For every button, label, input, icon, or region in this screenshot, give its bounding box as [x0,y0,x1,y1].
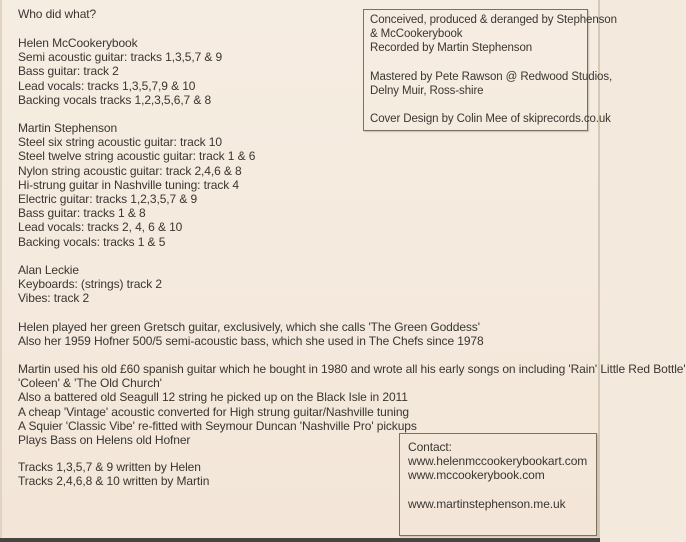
credit-line: Recorded by Martin Stephenson [370,42,533,55]
heading: Who did what? [18,7,97,21]
helen-role: Backing vocals tracks 1,2,3,5,6,7 & 8 [18,92,212,107]
martin-note: 'Coleen' & 'The Old Church' [18,376,162,391]
spacer [370,56,587,70]
martin-role: Electric guitar: tracks 1,2,3,5,7 & 9 [18,191,198,206]
martin-note: A cheap 'Vintage' acoustic converted for High strung guitar/Nashville tuning [18,404,409,419]
mastering-line: Delny Muir, Ross-shire [370,84,484,97]
martin-role: Hi-strung guitar in Nashville tuning: track 4 [18,177,239,192]
writing-credit: Tracks 2,4,6,8 & 10 written by Martin [18,474,210,489]
helen-role: Semi acoustic guitar: tracks 1,3,5,7 & 9 [18,50,223,65]
helen-notes [18,320,484,348]
spacer [370,98,587,112]
contact-link[interactable]: www.mccookerybook.com [408,468,545,483]
martin-role: Steel six string acoustic guitar: track 10 [18,135,222,150]
helen-role: Lead vocals: tracks 1,3,5,7,9 & 10 [18,78,196,93]
writing-credit: Tracks 1,3,5,7 & 9 written by Helen [18,460,201,474]
martin-name: Martin Stephenson [18,121,118,135]
contact-box [399,433,597,536]
helen-role: Bass guitar: track 2 [18,64,119,79]
spacer [408,483,596,497]
martin-role: Nylon string acoustic guitar: track 2,4,6 & 8 [18,163,242,178]
contact-link[interactable]: www.helenmccookerybookart.com [408,454,588,469]
martin-role: Lead vocals: tracks 2, 4, 6 & 10 [18,220,183,235]
writing-credits [18,460,209,488]
martin-note: Plays Bass on Helens old Hofner [18,432,191,447]
contact-link-martin[interactable]: www.martinstephenson.me.uk [408,496,566,511]
credit-line: & McCookerybook [370,28,463,41]
helen-section [18,36,222,107]
alan-name: Alan Leckie [18,263,79,277]
production-credits-box [363,9,617,131]
page-left-edge [0,0,2,538]
contact-label: Contact: [408,440,452,454]
alan-role: Keyboards: (strings) track 2 [18,277,162,292]
helen-note: Helen played her green Gretsch guitar, exclusively, which she calls 'The Green Goddess' [18,320,480,334]
martin-role: Bass guitar: tracks 1 & 8 [18,206,146,221]
credit-line: Conceived, produced & deranged by Stephenson [370,14,617,26]
martin-note: A Squier 'Classic Vibe' re-fitted with Seymour Duncan 'Nashville Pro' pickups [18,418,417,433]
design-credit: Cover Design by Colin Mee of skiprecords.co.uk [370,113,611,126]
mastering-line: Mastered by Pete Rawson @ Redwood Studios, [370,70,613,83]
martin-role: Backing vocals: tracks 1 & 5 [18,234,166,249]
helen-name: Helen McCookerybook [18,36,138,50]
page-bottom-edge [0,538,600,542]
martin-note: Martin used his old £60 spanish guitar which he bought in 1980 and wrote all his early songs on including 'Rain' Little Red Bottle' [18,362,686,376]
alan-role: Vibes: track 2 [18,291,90,306]
martin-section [18,121,255,249]
alan-section [18,263,162,306]
martin-role: Steel twelve string acoustic guitar: track 1 & 6 [18,149,256,164]
martin-note: Also a battered old Seagull 12 string he picked up on the Black Isle in 2011 [18,390,408,405]
helen-note: Also her 1959 Hofner 500/5 semi-acoustic bass, which she used in The Chefs since 1978 [18,334,484,349]
